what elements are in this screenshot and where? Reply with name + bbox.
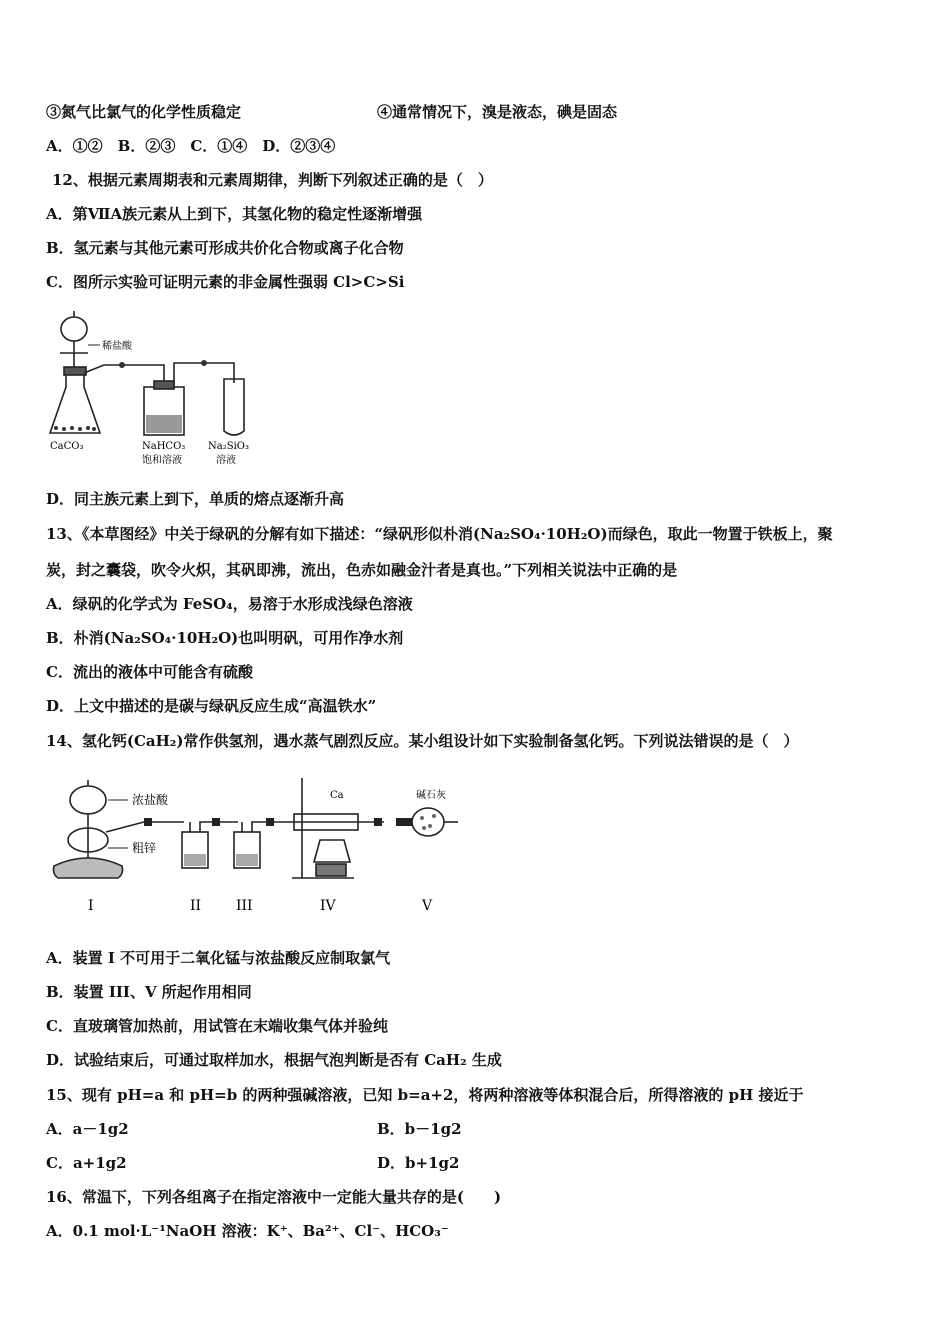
- q13-option-c: C．流出的液体中可能含有硫酸: [46, 663, 253, 681]
- conical-flask: [50, 371, 100, 433]
- q15-option-d: D．b+1g2: [377, 1154, 460, 1172]
- q13-option-d: D．上文中描述的是碳与绿矾反应生成“高温铁水”: [46, 697, 377, 715]
- q16-option-a: A．0.1 mol·L⁻¹NaOH 溶液：K⁺、Ba²⁺、Cl⁻、HCO₃⁻: [46, 1222, 449, 1240]
- roman-iv: IV: [320, 898, 336, 914]
- roman-iii: III: [236, 898, 253, 914]
- label-caco3: CaCO₃: [50, 441, 84, 452]
- q11-item-4: ④通常情况下，溴是液态，碘是固态: [377, 103, 618, 121]
- q14-option-b: B．装置 III、V 所起作用相同: [46, 983, 252, 1001]
- q14-option-a: A．装置 I 不可用于二氧化锰与浓盐酸反应制取氯气: [46, 949, 391, 967]
- label-solution: 溶液: [216, 455, 236, 466]
- q13-stem-line-1: 13、《本草图经》中关于绿矾的分解有如下描述：“绿矾形似朴消(Na₂SO₄·10H₂O)而绿色，取此一物置于铁板上，聚: [46, 525, 833, 543]
- q12-stem: 12、根据元素周期表和元素周期律，判断下列叙述正确的是（ ）: [52, 171, 493, 189]
- label-soda-lime: 碱石灰: [416, 790, 446, 801]
- q15-option-a: A．a－1g2: [46, 1120, 129, 1138]
- label-conc-hcl: 浓盐酸: [132, 793, 169, 807]
- q15-option-c: C．a+1g2: [46, 1154, 127, 1172]
- q12-option-d: D．同主族元素上到下，单质的熔点逐渐升高: [46, 490, 345, 508]
- label-dilute-hcl: 稀盐酸: [102, 341, 132, 352]
- q15-option-b: B．b－1g2: [377, 1120, 462, 1138]
- q13-option-a: A．绿矾的化学式为 FeSO₄，易溶于水形成浅绿色溶液: [46, 595, 413, 613]
- q11-item-3: ③氮气比氯气的化学性质稳定: [46, 103, 242, 121]
- roman-ii: II: [190, 898, 202, 914]
- q14-option-d: D．试验结束后，可通过取样加水，根据气泡判断是否有 CaH₂ 生成: [46, 1051, 502, 1069]
- q14-apparatus-figure: [44, 770, 464, 920]
- label-crude-zinc: 粗锌: [132, 841, 157, 855]
- label-saturated: 饱和溶液: [142, 455, 182, 466]
- q13-option-b: B．朴消(Na₂SO₄·10H₂O)也叫明矾，可用作净水剂: [46, 629, 404, 647]
- q12-option-a: A．第ⅦA族元素从上到下，其氢化物的稳定性逐渐增强: [46, 205, 423, 223]
- label-na2sio3: Na₂SiO₃: [208, 441, 249, 452]
- q14-stem: 14、氢化钙(CaH₂)常作供氢剂，遇水蒸气剧烈反应。某小组设计如下实验制备氢化钙。下列说法错误的是（ ）: [46, 732, 799, 750]
- q16-stem: 16、常温下，下列各组离子在指定溶液中一定能大量共存的是( ): [46, 1188, 502, 1206]
- q12-option-b: B．氢元素与其他元素可形成共价化合物或离子化合物: [46, 239, 404, 257]
- label-nahco3: NaHCO₃: [142, 441, 186, 452]
- q15-stem: 15、现有 pH=a 和 pH=b 的两种强碱溶液，已知 b=a+2，将两种溶液等体积混合后，所得溶液的 pH 接近于: [46, 1086, 804, 1104]
- q14-option-c: C．直玻璃管加热前，用试管在末端收集气体并验纯: [46, 1017, 388, 1035]
- label-ca: Ca: [330, 790, 344, 801]
- q13-stem-line-2: 炭，封之囊袋，吹令火炽，其矾即沸，流出，色赤如融金汁者是真也。”下列相关说法中正确的是: [46, 561, 678, 579]
- q12-option-c: C．图所示实验可证明元素的非金属性强弱 Cl>C>Si: [46, 273, 405, 291]
- q12-apparatus-figure: [44, 305, 264, 470]
- test-tube: [224, 379, 244, 435]
- roman-i: I: [88, 898, 94, 914]
- roman-v: V: [422, 898, 433, 914]
- separatory-funnel: [61, 317, 87, 341]
- q11-options: A．①② B．②③ C．①④ D．②③④: [46, 137, 336, 155]
